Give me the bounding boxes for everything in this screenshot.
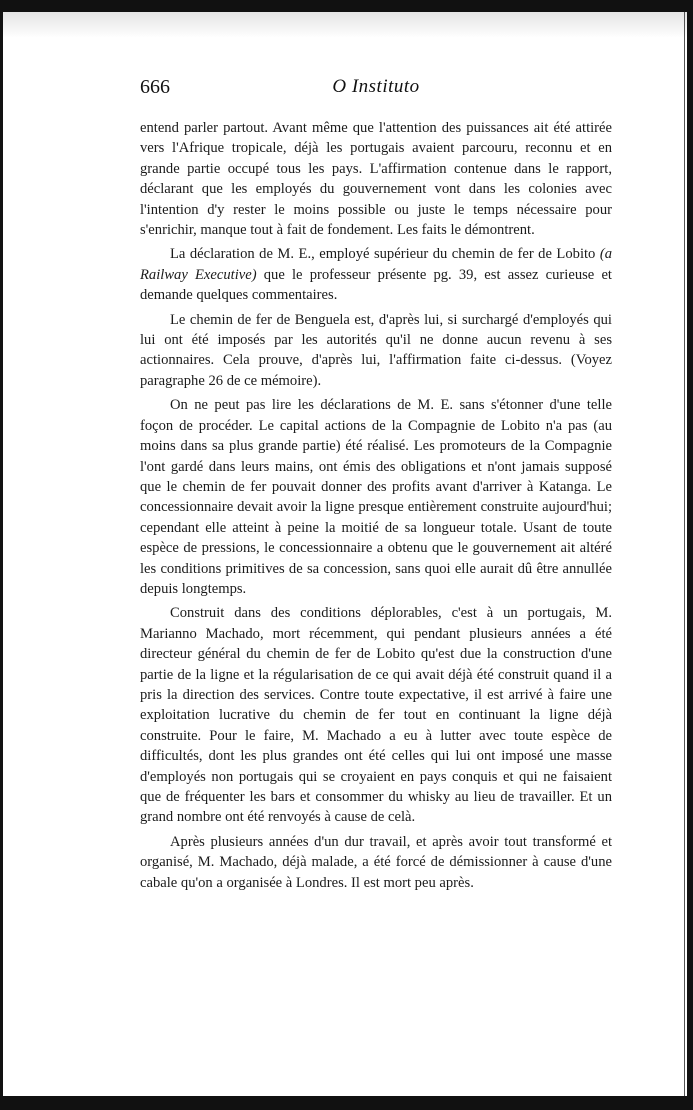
paragraph-text-after: que le professeur présente pg. 39, est assez curieuse et demande quelques commentaires. bbox=[140, 266, 612, 304]
body-text bbox=[140, 118, 612, 893]
page-number: 666 bbox=[140, 76, 170, 98]
italic-phrase: (a Railway Executive) bbox=[140, 246, 612, 283]
paragraph-continuation: entend parler partout. Avant même que l'attention des puissances ait été attirée vers l'Afrique tropicale, déjà les portugais avaient parcouru, reconnu et en grande partie occupé tous les pays. L'affirmation contenue dans le rapport, déclarant que les employés du gouvernement vont dans les colonies avec l'intention d'y rester le moins possible ou juste le temps nécessaire pour s'enrichir, manque tout à fait de fondement. Les faits le démontrent. bbox=[140, 120, 612, 239]
book-page bbox=[140, 70, 612, 893]
paragraph-text-before: La déclaration de M. E., employé supérieur du chemin de fer de Lobito bbox=[170, 246, 600, 263]
paragraph-railway-executive bbox=[140, 244, 612, 305]
scan-edge-shading bbox=[3, 12, 687, 38]
scan-border-left bbox=[0, 0, 3, 1110]
paragraph-lobito-company: On ne peut pas lire les déclarations de M. E. sans s'étonner d'une telle foçon de procéder. Le capital actions de la Compagnie de Lobito n'a pas (au moins dans sa plus grande partie) été réalisé. Les promoteurs de la Compagnie l'ont gardé dans leurs mains, ont émis des obligations et n'ont jamais supposé que le chemin de fer pouvait donner des profits avant d'arriver à Katanga. Le concessionnaire devait avoir la ligne presque entièrement construite aujourd'hui; cependant elle atteint à peine la moitié de sa longueur totale. Usant de toute espèce de pressions, le concessionnaire a obtenu que le gouvernement ait altéré les conditions primitives de sa concession, sans quoi elle aurait dû être annullée depuis longtemps. bbox=[140, 397, 612, 597]
journal-title: O Instituto bbox=[332, 76, 420, 97]
paragraph-machado: Construit dans des conditions déplorables, c'est à un portugais, M. Marianno Machado, mort récemment, qui pendant plusieurs années a été directeur général du chemin de fer de Lobito qu'est due la construction d'une partie de la ligne et la régularisation de ce qui avait déjà été construit quand il a pris la direction des services. Contre toute expectative, il est arrivé à faire une exploitation lucrative du chemin de fer tout en continuant la ligne déjà construite. Pour le faire, M. Machado a eu à lutter avec toute espèce de difficultés, dont les plus grandes ont été celles qui lui ont imposé une masse d'employés non portugais qui se croyaient en pays conquis et qui ne faisaient que de fréquenter les bars et consommer du whisky au lieu de travailler. Et un grand nombre ont été renvoyés à cause de celà. bbox=[140, 605, 612, 826]
running-head bbox=[140, 70, 612, 100]
paragraph-benguela: Le chemin de fer de Benguela est, d'après lui, si surchargé d'employés qui lui ont été imposés par les autorités qu'il ne donne aucun revenu à ses actionnaires. Cela prouve, d'après lui, l'affirmation faite ci-dessus. (Voyez paragraphe 26 de ce mémoire). bbox=[140, 311, 612, 389]
scan-border-right bbox=[687, 0, 693, 1110]
scan-border-right-line bbox=[684, 12, 685, 1096]
scan-border-bottom bbox=[0, 1096, 693, 1110]
paragraph-resignation: Après plusieurs années d'un dur travail, et après avoir tout transformé et organisé, M. Machado, déjà malade, a été forcé de démissionner à cause d'une cabale qu'on a organisée à Londres. Il est mort peu après. bbox=[140, 833, 612, 891]
scan-border-top bbox=[0, 0, 693, 12]
